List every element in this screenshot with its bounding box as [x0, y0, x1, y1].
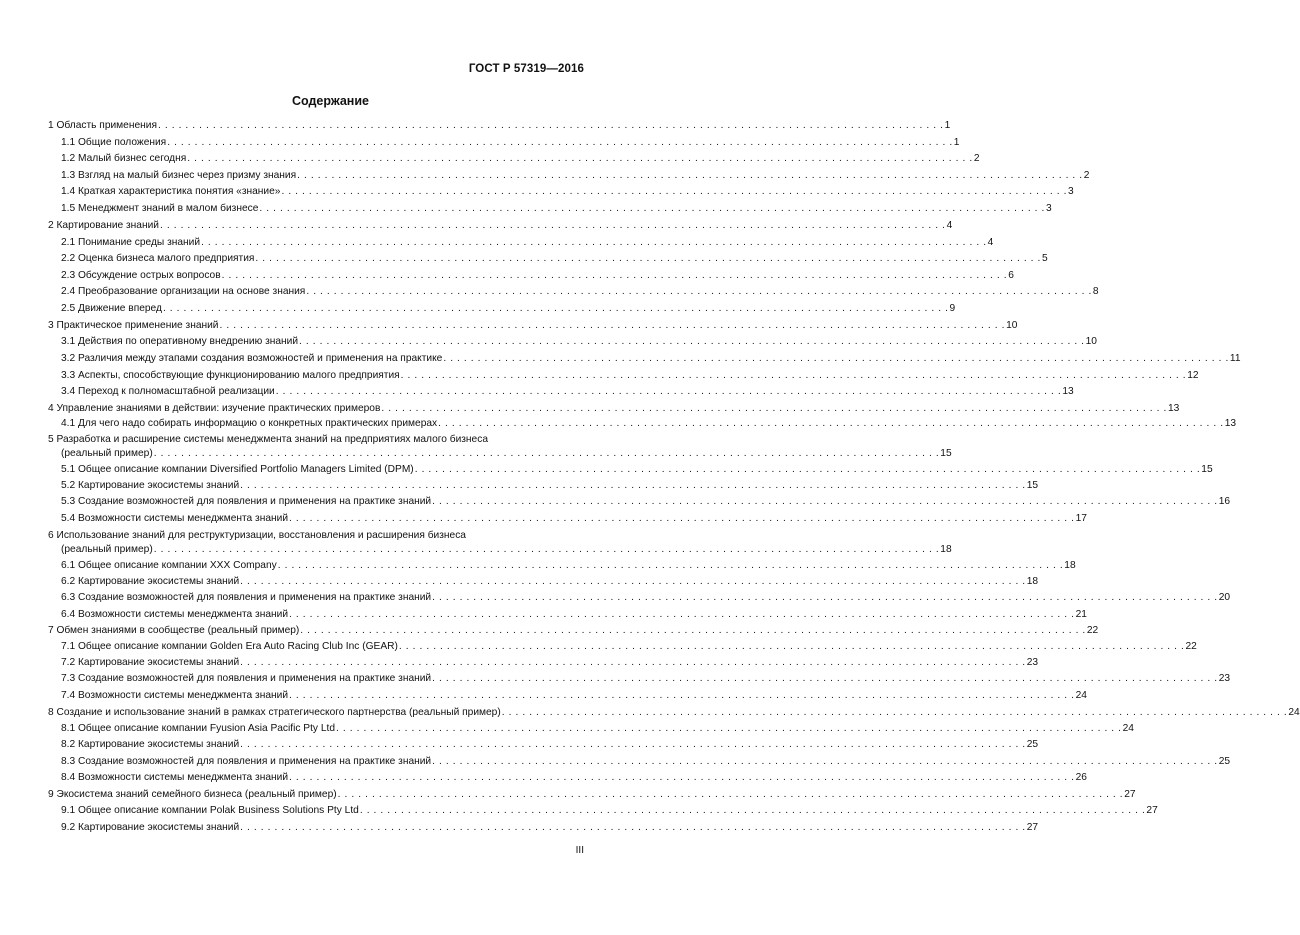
- toc-entry[interactable]: [61, 353, 1241, 367]
- toc-entry-page: 4: [987, 237, 994, 248]
- leader-dots: [289, 513, 1075, 525]
- toc-entry[interactable]: [61, 418, 1237, 432]
- toc-entry-page: 1: [944, 120, 951, 131]
- leader-dots: [306, 286, 1092, 298]
- toc-entry-page: 2: [973, 153, 980, 164]
- leader-dots: [278, 560, 1064, 572]
- toc-entry[interactable]: [61, 480, 1039, 494]
- toc-entry-text: 3.3 Аспекты, способствующие функционированию малого предприятия: [61, 370, 400, 381]
- toc-entry[interactable]: [61, 822, 1039, 836]
- toc-entry-page: 23: [1026, 657, 1039, 668]
- toc-entry[interactable]: [61, 496, 1231, 510]
- toc-entry[interactable]: [48, 320, 1018, 334]
- leader-dots: [401, 370, 1187, 382]
- toc-entry-page: 24: [1075, 690, 1087, 701]
- toc-entry-text: 8.3 Создание возможностей для появления и применения на практике знаний: [61, 756, 432, 767]
- leader-dots: [259, 203, 1045, 215]
- toc-entry-text: 1 Область применения: [48, 120, 157, 131]
- toc-entry[interactable]: [61, 690, 1087, 704]
- leader-dots: [201, 237, 987, 249]
- toc-entry[interactable]: [48, 625, 1099, 639]
- toc-entry[interactable]: [61, 336, 1097, 350]
- toc-entry-page: 13: [1167, 403, 1180, 414]
- toc-entry-page: 13: [1224, 418, 1237, 429]
- toc-entry-page: 1: [953, 137, 960, 148]
- toc-entry[interactable]: [61, 805, 1158, 819]
- leader-dots: [240, 576, 1026, 588]
- leader-dots: [381, 403, 1167, 415]
- toc-entry[interactable]: [61, 513, 1087, 527]
- leader-dots: [158, 120, 944, 132]
- toc-entry[interactable]: [48, 220, 953, 234]
- toc-entry-text: 6.1 Общее описание компании XXX Company: [61, 560, 277, 571]
- toc-entry-text: 3.4 Переход к полномасштабной реализации: [61, 386, 275, 397]
- leader-dots: [240, 657, 1026, 669]
- toc-entry-text: 4 Управление знаниями в действии: изучение практических примеров: [48, 403, 381, 414]
- toc-entry-text: 2.1 Понимание среды знаний: [61, 237, 201, 248]
- toc-entry-text[interactable]: 5 Разработка и расширение системы менеджмента знаний на предприятиях малого бизнеса: [48, 434, 488, 445]
- standard-number: ГОСТ Р 57319—2016: [468, 63, 584, 75]
- leader-dots: [300, 625, 1086, 637]
- leader-dots: [438, 418, 1224, 430]
- toc-entry[interactable]: [61, 544, 952, 558]
- toc-entry-page: 12: [1187, 370, 1199, 381]
- toc-entry[interactable]: [61, 153, 980, 167]
- leader-dots: [415, 464, 1201, 476]
- toc-entry[interactable]: [48, 789, 1136, 803]
- leader-dots: [167, 137, 953, 149]
- toc-entry[interactable]: [61, 237, 994, 251]
- toc-entry-text: 9.2 Картирование экосистемы знаний: [61, 822, 240, 833]
- toc-entry-text: 7.2 Картирование экосистемы знаний: [61, 657, 240, 668]
- toc-entry[interactable]: [61, 203, 1052, 217]
- toc-entry-text: 5.3 Создание возможностей для появления и применения на практике знаний: [61, 496, 432, 507]
- toc-entry[interactable]: [61, 448, 952, 462]
- toc-entry-page: 23: [1218, 673, 1231, 684]
- toc-entry-text: 2.2 Оценка бизнеса малого предприятия: [61, 253, 255, 264]
- toc-entry-text: 5.1 Общее описание компании Diversified Portfolio Managers Limited (DPM): [61, 464, 414, 475]
- toc-entry[interactable]: [61, 739, 1039, 753]
- toc-entry-page: 27: [1026, 822, 1039, 833]
- leader-dots: [336, 723, 1122, 735]
- toc-entry-page: 4: [946, 220, 953, 231]
- toc-entry-text: 6.3 Создание возможностей для появления и применения на практике знаний: [61, 592, 432, 603]
- toc-entry-page: 25: [1218, 756, 1231, 767]
- toc-entry-text: 1.5 Менеджмент знаний в малом бизнесе: [61, 203, 259, 214]
- toc-entry-page: 18: [1064, 560, 1076, 571]
- toc-entry-page: 20: [1218, 592, 1231, 603]
- toc-entry-page: 16: [1218, 496, 1231, 507]
- leader-dots: [154, 448, 940, 460]
- toc-entry-text: 1.3 Взгляд на малый бизнес через призму знания: [61, 170, 297, 181]
- toc-entry-text: 5.2 Картирование экосистемы знаний: [61, 480, 240, 491]
- toc-entry-text: 4.1 Для чего надо собирать информацию о конкретных практических примерах: [61, 418, 438, 429]
- toc-entry[interactable]: [61, 657, 1039, 671]
- toc-entry-text: 2.4 Преобразование организации на основе знания: [61, 286, 306, 297]
- toc-entry[interactable]: [61, 673, 1231, 687]
- toc-entry-text: 8.4 Возможности системы менеджмента знаний: [61, 772, 289, 783]
- toc-entry-text: 6.4 Возможности системы менеджмента знаний: [61, 609, 289, 620]
- leader-dots: [443, 353, 1229, 365]
- leader-dots: [187, 153, 973, 165]
- toc-entry-text: 7 Обмен знаниями в сообществе (реальный пример): [48, 625, 300, 636]
- toc-entry-page: 26: [1075, 772, 1087, 783]
- toc-entry-text-continued: (реальный пример): [61, 448, 153, 459]
- toc-entry[interactable]: [61, 286, 1099, 300]
- leader-dots: [289, 772, 1075, 784]
- toc-entry-text: 9 Экосистема знаний семейного бизнеса (реальный пример): [48, 789, 337, 800]
- toc-entry-text: 1.2 Малый бизнес сегодня: [61, 153, 187, 164]
- leader-dots: [281, 186, 1067, 198]
- toc-entry-text: 8 Создание и использование знаний в рамках стратегического партнерства (реальный пример): [48, 707, 501, 718]
- toc-entry-page: 27: [1124, 789, 1136, 800]
- leader-dots: [297, 170, 1083, 182]
- leader-dots: [276, 386, 1062, 398]
- toc-entry[interactable]: [61, 576, 1039, 590]
- toc-entry[interactable]: [61, 723, 1134, 737]
- toc-entry-page: 22: [1185, 641, 1197, 652]
- toc-entry[interactable]: [61, 592, 1231, 606]
- leader-dots: [160, 220, 946, 232]
- toc-entry-page: 3: [1045, 203, 1052, 214]
- toc-entry-page: 15: [1201, 464, 1213, 475]
- toc-entry-page: 25: [1026, 739, 1039, 750]
- toc-entry-text: 9.1 Общее описание компании Polak Business Solutions Pty Ltd: [61, 805, 359, 816]
- toc-entry-text: 7.1 Общее описание компании Golden Era Auto Racing Club Inc (GEAR): [61, 641, 398, 652]
- toc-entry[interactable]: [61, 270, 1014, 284]
- toc-entry[interactable]: [61, 756, 1231, 770]
- toc-entry[interactable]: [61, 303, 956, 317]
- toc-entry-text[interactable]: 6 Использование знаний для реструктуризации, восстановления и расширения бизнеса: [48, 530, 466, 541]
- toc-entry-text: 3.1 Действия по оперативному внедрению знаний: [61, 336, 299, 347]
- leader-dots: [360, 805, 1146, 817]
- toc-entry-page: 17: [1075, 513, 1087, 524]
- toc-entry[interactable]: [61, 772, 1087, 786]
- leader-dots: [154, 544, 940, 556]
- toc-entry-page: 24: [1122, 723, 1134, 734]
- toc-entry[interactable]: [61, 560, 1076, 574]
- toc-entry[interactable]: [61, 641, 1197, 655]
- toc-entry[interactable]: [61, 170, 1090, 184]
- toc-entry-page: 5: [1041, 253, 1048, 264]
- leader-dots: [432, 496, 1218, 508]
- toc-entry-page: 10: [1006, 320, 1018, 331]
- toc-entry[interactable]: [61, 186, 1074, 200]
- toc-entry[interactable]: [61, 386, 1074, 400]
- toc-entry-page: 10: [1085, 336, 1097, 347]
- toc-entry-page: 3: [1068, 186, 1074, 197]
- leader-dots: [240, 822, 1026, 834]
- toc-entry-page: 11: [1229, 353, 1241, 364]
- toc-entry-text: 2.5 Движение вперед: [61, 303, 162, 314]
- toc-entry-text: 3.2 Различия между этапами создания возможностей и применения на практике: [61, 353, 443, 364]
- leader-dots: [299, 336, 1085, 348]
- leader-dots: [255, 253, 1041, 265]
- leader-dots: [220, 320, 1006, 332]
- toc-entry-page: 15: [940, 448, 952, 459]
- leader-dots: [502, 707, 1288, 719]
- toc-entry-page: 15: [1026, 480, 1039, 491]
- toc-entry-text: 8.1 Общее описание компании Fyusion Asia Pacific Pty Ltd: [61, 723, 336, 734]
- toc-entry-text: 2.3 Обсуждение острых вопросов: [61, 270, 221, 281]
- toc-entry-page: 27: [1146, 805, 1158, 816]
- toc-entry-page: 18: [940, 544, 952, 555]
- toc-entry-page: 18: [1026, 576, 1039, 587]
- toc-entry-text: 1.4 Краткая характеристика понятия «знание»: [61, 186, 281, 197]
- leader-dots: [163, 303, 949, 315]
- toc-entry-text-continued: (реальный пример): [61, 544, 153, 555]
- leader-dots: [289, 690, 1075, 702]
- toc-entry-text: 5.4 Возможности системы менеджмента знаний: [61, 513, 289, 524]
- leader-dots: [432, 673, 1218, 685]
- toc-entry[interactable]: [61, 464, 1213, 478]
- toc-entry-page: 6: [1008, 270, 1014, 281]
- toc-entry-page: 8: [1092, 286, 1099, 297]
- leader-dots: [289, 609, 1075, 621]
- page-title: Содержание: [291, 94, 369, 108]
- leader-dots: [338, 789, 1124, 801]
- toc-entry-page: 21: [1075, 609, 1087, 620]
- leader-dots: [399, 641, 1185, 653]
- toc-entry[interactable]: [48, 403, 1180, 417]
- toc-entry[interactable]: [48, 707, 1300, 721]
- toc-entry-text: 7.4 Возможности системы менеджмента знаний: [61, 690, 289, 701]
- toc-entry[interactable]: [61, 137, 960, 151]
- toc-entry[interactable]: [61, 253, 1048, 267]
- toc-entry[interactable]: [48, 120, 951, 134]
- toc-entry-text: 3 Практическое применение знаний: [48, 320, 219, 331]
- toc-entry-page: 2: [1083, 170, 1090, 181]
- toc-entry[interactable]: [61, 370, 1199, 384]
- toc-entry-page: 13: [1062, 386, 1074, 397]
- page-number: III: [575, 845, 584, 856]
- leader-dots: [432, 756, 1218, 768]
- leader-dots: [240, 739, 1026, 751]
- toc-entry[interactable]: [61, 609, 1087, 623]
- toc-entry-page: 24: [1288, 707, 1300, 718]
- toc-entry-text: 2 Картирование знаний: [48, 220, 159, 231]
- leader-dots: [222, 270, 1008, 282]
- leader-dots: [432, 592, 1218, 604]
- toc-entry-page: 22: [1086, 625, 1099, 636]
- toc-entry-text: 6.2 Картирование экосистемы знаний: [61, 576, 240, 587]
- leader-dots: [240, 480, 1026, 492]
- toc-entry-text: 7.3 Создание возможностей для появления и применения на практике знаний: [61, 673, 432, 684]
- toc-entry-text: 8.2 Картирование экосистемы знаний: [61, 739, 240, 750]
- toc-entry-text: 1.1 Общие положения: [61, 137, 167, 148]
- toc-entry-page: 9: [949, 303, 956, 314]
